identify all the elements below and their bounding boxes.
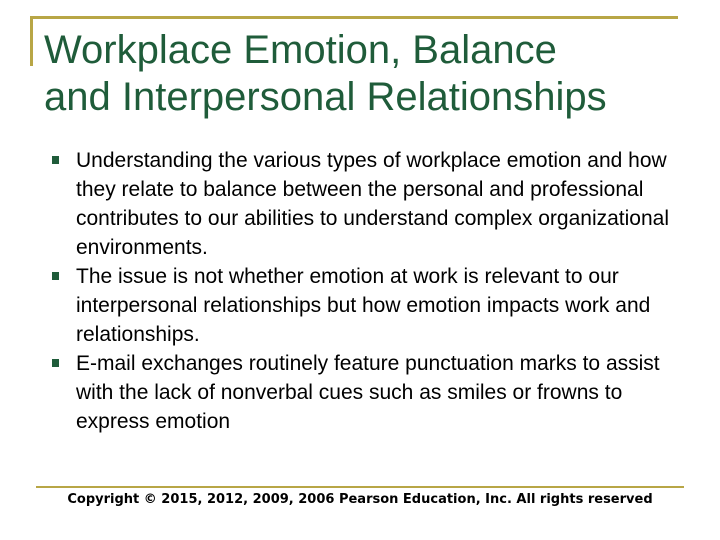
footer-rule bbox=[36, 486, 684, 488]
bullet-text: Understanding the various types of workplace emotion and how they relate to balance between the personal and professional contributes to our abilities to understand complex organizational environments. bbox=[76, 149, 670, 259]
title-line-1: Workplace Emotion, Balance bbox=[44, 28, 557, 72]
copyright-notice: Copyright © 2015, 2012, 2009, 2006 Pearson Education, Inc. All rights reserved bbox=[67, 492, 653, 507]
bullet-item bbox=[52, 349, 700, 436]
square-bullet-icon bbox=[52, 359, 59, 367]
bullet-list bbox=[52, 146, 700, 436]
bullet-item bbox=[52, 262, 700, 349]
slide-title bbox=[44, 27, 704, 121]
bullet-text: The issue is not whether emotion at work is relevant to our interpersonal relationships but how emotion impacts work and relationships. bbox=[76, 265, 651, 346]
frame-left-rule bbox=[30, 16, 33, 66]
title-line-2: and Interpersonal Relationships bbox=[44, 75, 607, 119]
bullet-item bbox=[52, 146, 700, 262]
square-bullet-icon bbox=[52, 156, 59, 164]
bullet-text: E-mail exchanges routinely feature punctuation marks to assist with the lack of nonverbal cues such as smiles or frowns to express emotion bbox=[76, 352, 660, 433]
frame-top-rule bbox=[30, 16, 678, 19]
square-bullet-icon bbox=[52, 272, 59, 280]
